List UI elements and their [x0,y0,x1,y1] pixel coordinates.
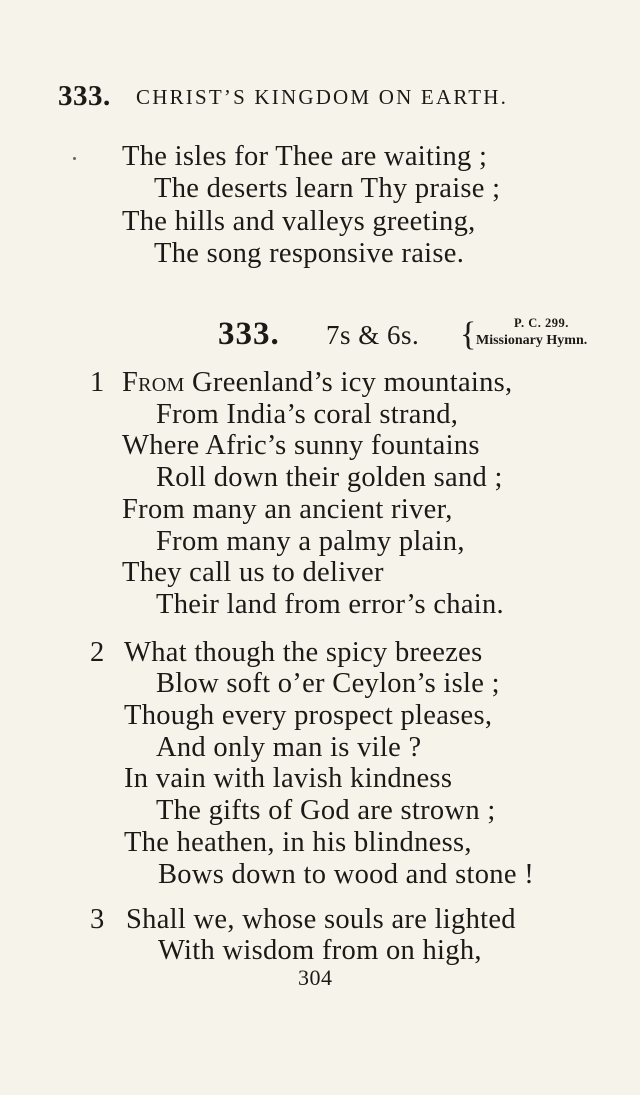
continuation-line-1: The isles for Thee are waiting ; [122,141,488,172]
running-head [58,80,598,114]
continuation-line-2: The deserts learn Thy praise ; [154,173,501,204]
stanza-line: Where Afric’s sunny fountains [122,430,480,461]
stanza-line: They call us to deliver [122,557,384,588]
stanza-line: Roll down their golden sand ; [156,462,503,493]
stanza-line: From India’s coral strand, [156,399,459,430]
continuation-line-4: The song responsive raise. [154,238,465,269]
stanza-line: Blow soft o’er Ceylon’s isle ; [156,668,500,699]
running-head-title: CHRIST’S KINGDOM ON EARTH. [136,85,509,109]
stanza-number: 1 [90,367,105,398]
continuation-line-3: The hills and valleys greeting, [122,206,476,237]
hymn-heading [218,316,638,360]
tune-brace: { [460,316,477,353]
stanza-line: From many an ancient river, [122,494,453,525]
print-speck [73,157,76,160]
stanza-line: From many a palmy plain, [156,526,465,557]
stanza-line: Shall we, whose souls are lighted [126,904,516,935]
stanza-line: Their land from error’s chain. [156,589,504,620]
stanza-line: What though the spicy breezes [124,637,483,668]
stanza-line: The gifts of God are strown ; [156,795,496,826]
tune-reference: P. C. 299. [514,316,569,330]
stanza-line-rest: Greenland’s icy mountains, [184,367,513,398]
stanza-line: The heathen, in his blindness, [124,827,472,858]
stanza-line: In vain with lavish kindness [124,763,453,794]
first-word-smallcaps: From [122,367,185,398]
running-head-hymn-number: 333. [58,80,111,112]
page-number: 304 [298,965,333,990]
stanza-line: And only man is vile ? [156,732,422,763]
stanza-line: Though every prospect pleases, [124,700,493,731]
stanza-line [122,367,513,399]
hymn-number: 333. [218,316,280,352]
stanza-number: 3 [90,904,105,935]
hymn-meter: 7s & 6s. [326,320,420,350]
stanza-line: Bows down to wood and stone ! [158,859,535,890]
stanza-line: With wisdom from on high, [158,935,482,966]
stanza-number: 2 [90,637,105,668]
tune-name: Missionary Hymn. [476,333,588,348]
